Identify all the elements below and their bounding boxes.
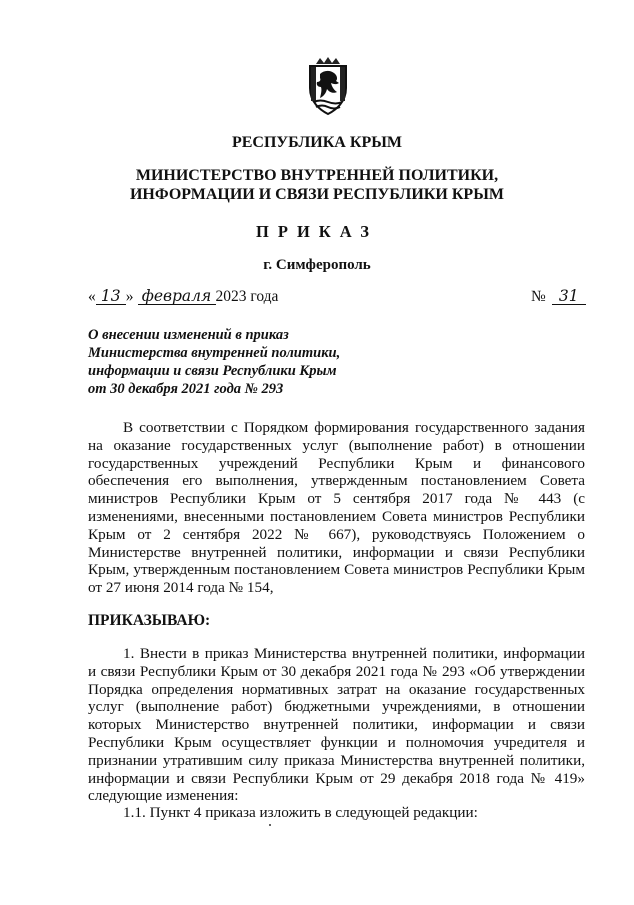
preamble-paragraph: В соответствии с Порядком формирования государственного задания на оказание государственных услуг (выполнение работ) в отношении государственных учреждений Республики Крым и финансового обеспечения его выполнения, утвержденным постановлением Совета министров Республики Крым от 5 сентября 2017 года № 443 (с изменениями, внесенными постановлением Совета министров Республики Крым от 2 сентября 2022 № 667), руководствуясь Положением о Министерстве внутренней политики, информации и связи Республики Крым, утвержденным постановлением Совета министров Республики Крым от 27 июня 2014 года № 154, (88, 419, 585, 597)
handwritten-day: 13 (96, 288, 126, 305)
date-year: 2023 года (215, 288, 279, 305)
handwritten-number: 31 (552, 288, 586, 305)
handwritten-month: февраля (138, 288, 216, 305)
ministry-heading-line: ИНФОРМАЦИИ И СВЯЗИ РЕСПУБЛИКИ КРЫМ (129, 186, 505, 203)
order-date (88, 288, 278, 306)
subject-line: от 30 декабря 2021 года № 293 (88, 381, 284, 397)
order-number (531, 288, 586, 306)
crimea-coat-of-arms-icon (296, 54, 360, 118)
ministry-heading-line: МИНИСТЕРСТВО ВНУТРЕННЕЙ ПОЛИТИКИ, (135, 167, 499, 184)
order-title: ПРИКАЗ (256, 222, 378, 241)
order-subject (88, 326, 378, 398)
subject-line: О внесении изменений в приказ (88, 327, 289, 343)
subject-line: информации и связи Республики Крым (88, 363, 337, 379)
ministry-heading (0, 166, 634, 204)
city-line: г. Симферополь (263, 257, 371, 273)
decree-heading: ПРИКАЗЫВАЮ: (88, 612, 211, 629)
subject-line: Министерства внутренней политики, (88, 345, 341, 361)
number-label: № (531, 288, 546, 305)
item-1-paragraph: 1. Внести в приказ Министерства внутренней политики, информации и связи Республики Крым от 30 декабря 2021 года № 293 «Об утверждении Порядка определения нормативных затрат на оказание государственных услуг (выполнение работ) бюджетными учреждениями, в отношении которых Министерство внутренней политики, информации и связи Республики Крым осуществляет функции и полномочия учредителя и признании утратившим силу приказа Министерства внутренней политики, информации и связи Республики Крым от 29 декабря 2018 года № 419» следующие изменения: (88, 645, 585, 805)
item-1-1-paragraph: 1.1. Пункт 4 приказа изложить в следующей редакции: (123, 804, 478, 821)
date-close-quote: » (125, 288, 134, 305)
date-open-quote: « (88, 288, 96, 305)
scan-speck (269, 824, 271, 826)
republic-heading: РЕСПУБЛИКА КРЫМ (231, 134, 403, 151)
